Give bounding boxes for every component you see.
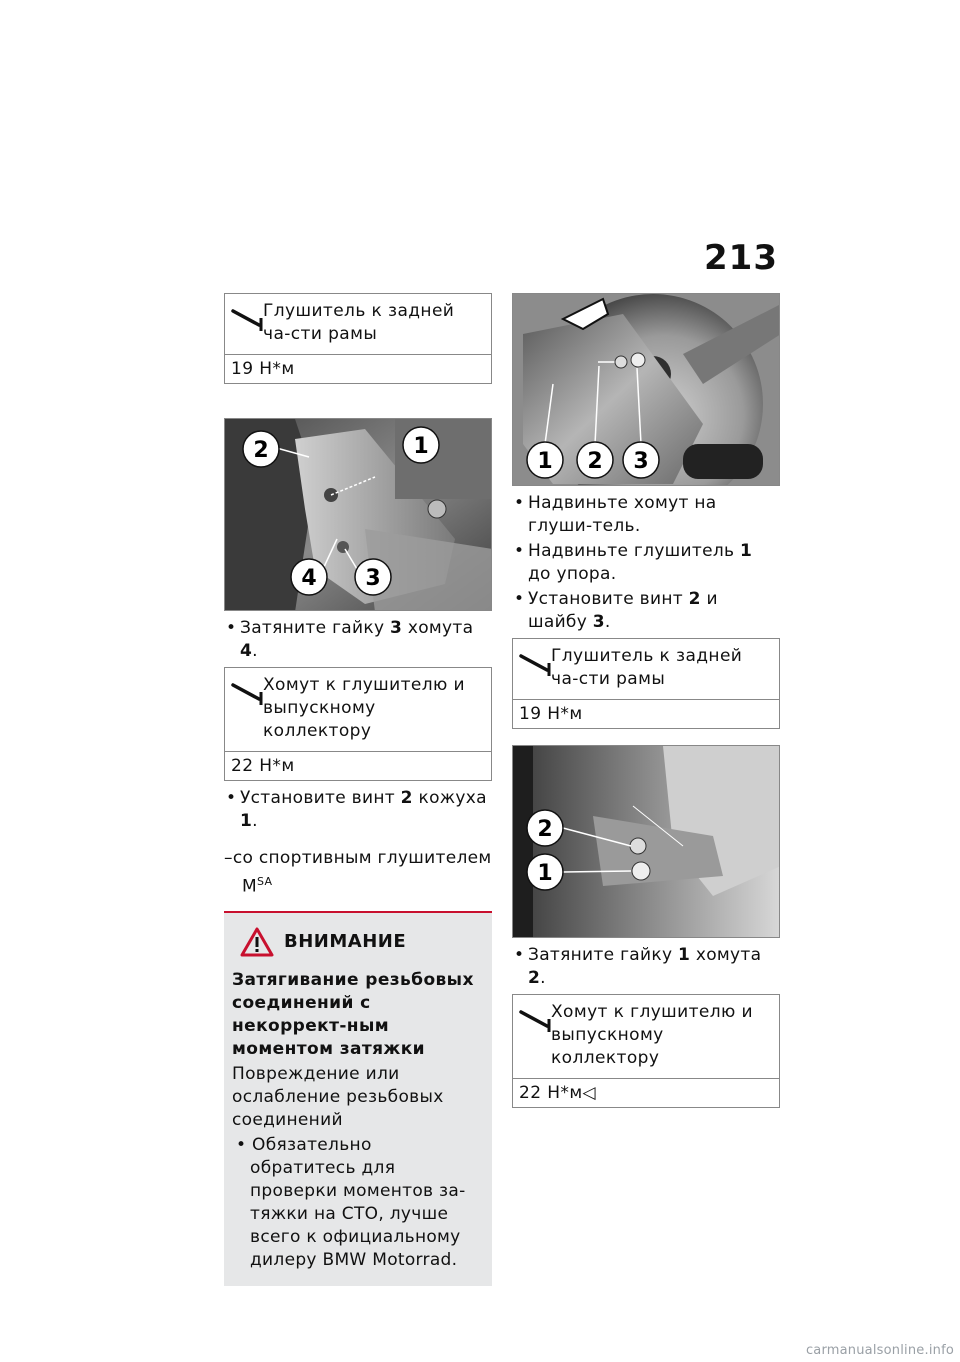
warning-item: • Обязательно обратитесь для проверки моментов за-тяжки на СТО, лучше всего к официальному дилеру BMW Motorrad. <box>236 1134 466 1270</box>
svg-text:3: 3 <box>365 566 381 591</box>
warning-box <box>224 911 492 1286</box>
step-slide-muffler: • Надвиньте глушитель 1 до упора. <box>512 540 780 586</box>
photo-callout-3 <box>355 559 391 595</box>
warning-title: ВНИМАНИЕ <box>284 931 407 953</box>
photo-callout-2 <box>527 810 563 846</box>
photo-callout-3 <box>623 442 659 478</box>
watermark: carmanualsonline.info <box>805 1343 954 1358</box>
torque-wrench-icon <box>231 308 271 332</box>
variant-sport-muffler: –со спортивным глушителем $M^{SA}$ <box>224 848 492 897</box>
svg-text:1: 1 <box>537 861 553 886</box>
svg-text:2: 2 <box>537 817 553 842</box>
warning-triangle-icon <box>240 927 274 957</box>
torque-description: Хомут к глушителю и выпускному коллектору <box>263 675 465 741</box>
torque-value: 19 Н*м <box>519 704 583 724</box>
photo-callout-4 <box>291 559 327 595</box>
left-column <box>224 293 492 1286</box>
svg-text:1: 1 <box>537 449 553 474</box>
torque-spec-clamp <box>512 994 780 1108</box>
step-tighten-nut: • Затяните гайку 3 хомута 4. <box>224 617 492 663</box>
photo-heat-shield <box>224 418 492 611</box>
torque-description: Хомут к глушителю и выпускному коллектору <box>551 1002 753 1068</box>
torque-wrench-icon <box>519 653 559 677</box>
photo-callout-2 <box>243 431 279 467</box>
svg-text:2: 2 <box>587 449 603 474</box>
step-install-screw: • Установите винт 2 кожуха 1. <box>224 787 492 833</box>
torque-description: Глушитель к задней ча-сти рамы <box>263 301 455 344</box>
photo-callout-1 <box>527 442 563 478</box>
torque-description: Глушитель к задней ча-сти рамы <box>551 646 743 689</box>
warning-heading: Затягивание резьбовых соединений с некоррект-ным моментом затяжки <box>232 969 474 1059</box>
svg-text:1: 1 <box>413 434 429 459</box>
svg-text:3: 3 <box>633 449 649 474</box>
torque-spec-clamp <box>224 667 492 781</box>
right-column <box>512 293 780 1114</box>
torque-wrench-icon <box>231 682 271 706</box>
torque-value: 22 Н*м◁ <box>519 1083 597 1103</box>
step-install-screw-washer: • Установите винт 2 и шайбу 3. <box>512 588 780 634</box>
torque-wrench-icon <box>519 1009 559 1033</box>
page-number: 213 <box>704 238 778 278</box>
photo-callout-1 <box>403 427 439 463</box>
torque-spec-muffler-frame <box>224 293 492 384</box>
photo-clamp-nut <box>512 745 780 938</box>
photo-muffler-rear <box>512 293 780 486</box>
photo-callout-1 <box>527 854 563 890</box>
step-tighten-clamp-nut: • Затяните гайку 1 хомута 2. <box>512 944 780 990</box>
svg-text:2: 2 <box>253 438 269 463</box>
step-slide-clamp: • Надвиньте хомут на глуши-тель. <box>512 492 780 538</box>
svg-text:4: 4 <box>301 566 317 591</box>
torque-value: 22 Н*м <box>231 756 295 776</box>
torque-value: 19 Н*м <box>231 359 295 379</box>
torque-spec-muffler-frame <box>512 638 780 729</box>
warning-text: Повреждение или ослабление резьбовых соединений <box>232 1063 444 1130</box>
photo-callout-2 <box>577 442 613 478</box>
